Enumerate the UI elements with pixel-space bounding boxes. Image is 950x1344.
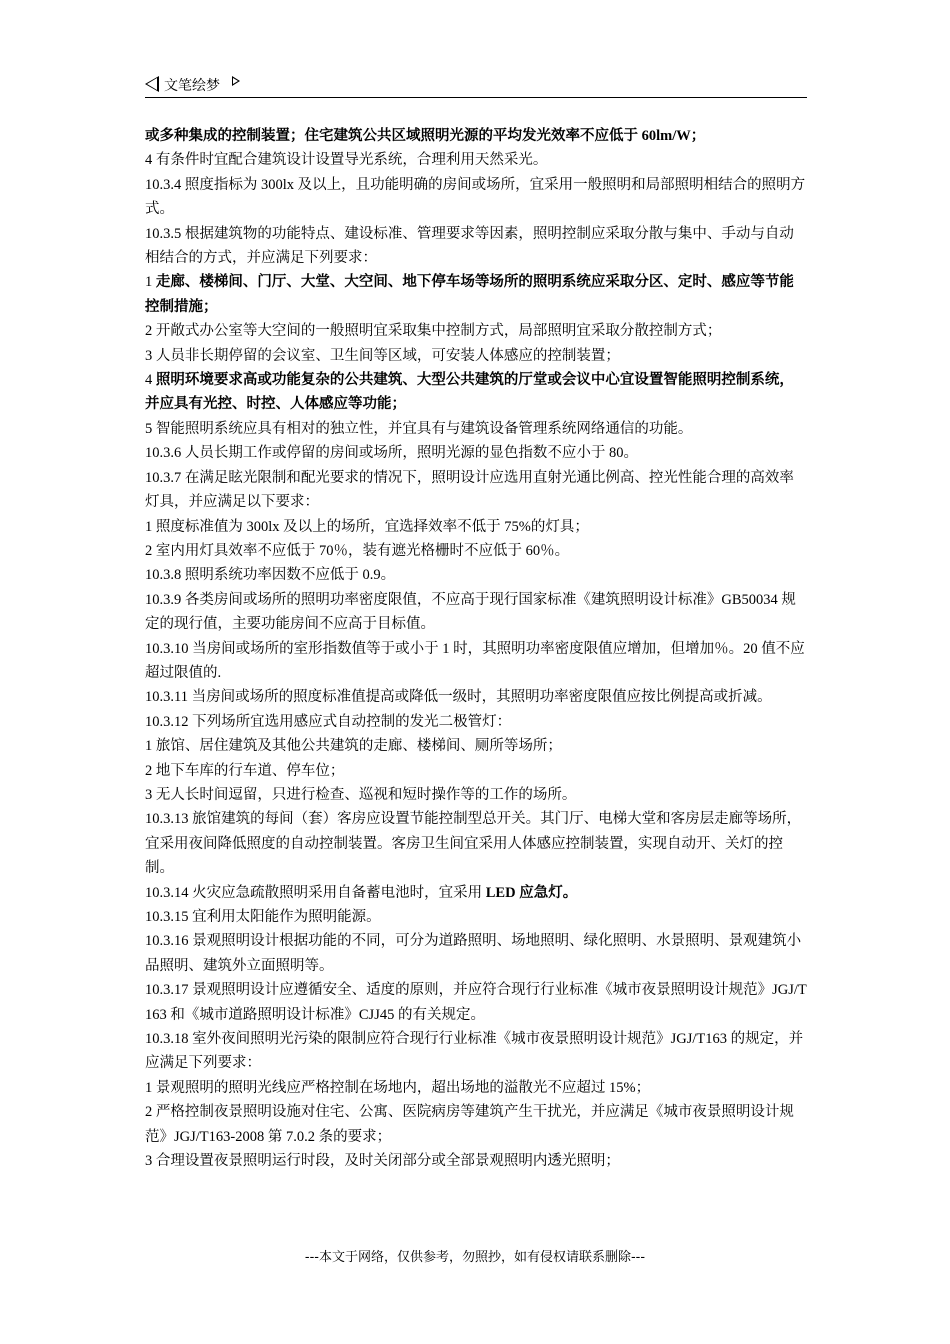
text-run: 10.3.18 室外夜间照明光污染的限制应符合现行行业标准《城市夜景照明设计规范》JGJ/T163 的规定，并应满足下列要求：: [145, 1031, 804, 1072]
paragraph: [145, 222, 807, 271]
paragraph: [145, 978, 807, 1027]
text-run: 2 室内用灯具效率不应低于 70％，装有遮光格栅时不应低于 60％。: [145, 542, 570, 559]
paragraph: [145, 881, 807, 905]
paragraph: [145, 588, 807, 637]
paragraph: [145, 637, 807, 686]
paragraph: [145, 270, 807, 319]
bold-text: 照明环境要求高或功能复杂的公共建筑、大型公共建筑的厅堂或会议中心宜设置智能照明控制系统，并应具有光控、时控、人体感应等功能；: [145, 372, 794, 413]
paragraph: [145, 1027, 807, 1076]
paragraph: [145, 319, 807, 343]
bold-text: 或多种集成的控制装置；住宅建筑公共区域照明光源的平均发光效率不应低于 60lm/W；: [145, 128, 706, 144]
text-run: 3 人员非长期停留的会议室、卫生间等区域，可安装人体感应的控制装置；: [145, 347, 620, 364]
text-run: 10.3.10 当房间或场所的室形指数值等于或小于 1 时，其照明功率密度限值应增加，但增加％。20 值不应超过限值的.: [145, 640, 805, 681]
text-run: 10.3.7 在满足眩光限制和配光要求的情况下，照明设计应选用直射光通比例高、控光性能合理的高效率灯具，并应满足以下要求：: [145, 469, 794, 511]
text-run: 10.3.12 下列场所宜选用感应式自动控制的发光二极管灯：: [145, 713, 512, 730]
paragraph: [145, 734, 807, 758]
text-run: 5 智能照明系统应具有相对的独立性，并宜具有与建筑设备管理系统网络通信的功能。: [145, 420, 693, 437]
text-run: 10.3.16 景观照明设计根据功能的不同，可分为道路照明、场地照明、绿化照明、水景照明、景观建筑小品照明、建筑外立面照明等。: [145, 933, 802, 974]
paragraph: [145, 563, 807, 587]
paragraph: [145, 1100, 807, 1149]
bold-text: 走廊、楼梯间、门厅、大堂、大空间、地下停车场等场所的照明系统应采取分区、定时、感应等节能控制措施；: [145, 274, 794, 315]
paragraph: [145, 148, 807, 172]
text-run: 1: [145, 274, 156, 291]
text-run: 10.3.8 照明系统功率因数不应低于 0.9。: [145, 567, 396, 584]
triangle-left-icon: [145, 76, 159, 92]
text-run: 4: [145, 372, 156, 389]
text-run: 10.3.14 火灾应急疏散照明采用自备蓄电池时，宜采用: [145, 884, 486, 901]
paragraph: [145, 368, 807, 417]
text-run: 3 合理设置夜景照明运行时段，及时关闭部分或全部景观照明内透光照明；: [145, 1153, 620, 1170]
text-run: 2 地下车库的行车道、停车位；: [145, 762, 345, 779]
page-header: [145, 72, 805, 98]
text-run: 1 照度标准值为 300lx 及以上的场所，宜选择效率不低于 75%的灯具；: [145, 518, 589, 535]
paragraph: [145, 807, 807, 880]
bold-text: LED 应急灯。: [485, 884, 578, 901]
header-brand: 文笔绘梦: [164, 78, 220, 94]
paragraph: [145, 173, 807, 222]
text-run: 10.3.11 当房间或场所的照度标准值提高或降低一级时，其照明功率密度限值应按比例提高或折减。: [145, 689, 772, 706]
header-rule: [145, 97, 807, 98]
paragraph: [145, 1076, 807, 1100]
text-run: 1 旅馆、居住建筑及其他公共建筑的走廊、楼梯间、厕所等场所；: [145, 738, 562, 755]
paragraph: [145, 124, 807, 148]
paragraph: [145, 929, 807, 978]
text-run: 10.3.17 景观照明设计应遵循安全、适度的原则，并应符合现行行业标准《城市夜景照明设计规范》JGJ/T163 和《城市道路照明设计标准》CJJ45 的有关规定。: [145, 982, 807, 1023]
footer-disclaimer: ---本文于网络，仅供参考，勿照抄，如有侵权请联系删除---: [304, 1250, 646, 1265]
text-run: 3 无人长时间逗留，只进行检查、巡视和短时操作等的工作的场所。: [145, 786, 577, 803]
document-body: [145, 124, 807, 1173]
text-run: 10.3.4 照度指标为 300lx 及以上，且功能明确的房间或场所，宜采用一般照明和局部照明相结合的照明方式。: [145, 176, 806, 218]
paragraph: [145, 515, 807, 539]
paragraph: [145, 759, 807, 783]
paragraph: [145, 710, 807, 734]
text-run: 10.3.6 人员长期工作或停留的房间或场所，照明光源的显色指数不应小于 80。: [145, 445, 638, 462]
paragraph: [145, 466, 807, 515]
text-run: 2 严格控制夜景照明设施对住宅、公寓、医院病房等建筑产生干扰光，并应满足《城市夜景照明设计规范》JGJ/T163-2008 第 7.0.2 条的要求；: [145, 1104, 794, 1145]
paragraph: [145, 685, 807, 709]
text-run: 10.3.15 宜利用太阳能作为照明能源。: [145, 909, 381, 925]
text-run: 1 景观照明的照明光线应严格控制在场地内，超出场地的溢散光不应超过 15%；: [145, 1079, 651, 1096]
text-run: 4 有条件时宜配合建筑设计设置导光系统，合理利用天然采光。: [145, 152, 548, 169]
paragraph: [145, 344, 807, 368]
text-run: 10.3.5 根据建筑物的功能特点、建设标准、管理要求等因素，照明控制应采取分散与集中、手动与自动相结合的方式，并应满足下列要求：: [145, 225, 794, 267]
triangle-right-icon: [232, 76, 240, 86]
text-run: 2 开敞式办公室等大空间的一般照明宜采取集中控制方式，局部照明宜采取分散控制方式；: [145, 323, 722, 340]
paragraph: [145, 1149, 807, 1173]
paragraph: [145, 539, 807, 563]
paragraph: [145, 441, 807, 465]
paragraph: [145, 783, 807, 807]
text-run: 10.3.9 各类房间或场所的照明功率密度限值，不应高于现行国家标准《建筑照明设计标准》GB50034 规定的现行值，主要功能房间不应高于目标值。: [145, 591, 796, 633]
paragraph: [145, 905, 807, 929]
paragraph: [145, 417, 807, 441]
text-run: 10.3.13 旅馆建筑的每间（套）客房应设置节能控制型总开关。其门厅、电梯大堂和客房层走廊等场所，宜采用夜间降低照度的自动控制装置。客房卫生间宜采用人体感应控制装置，实现自动开、关灯的控制。: [145, 811, 802, 877]
